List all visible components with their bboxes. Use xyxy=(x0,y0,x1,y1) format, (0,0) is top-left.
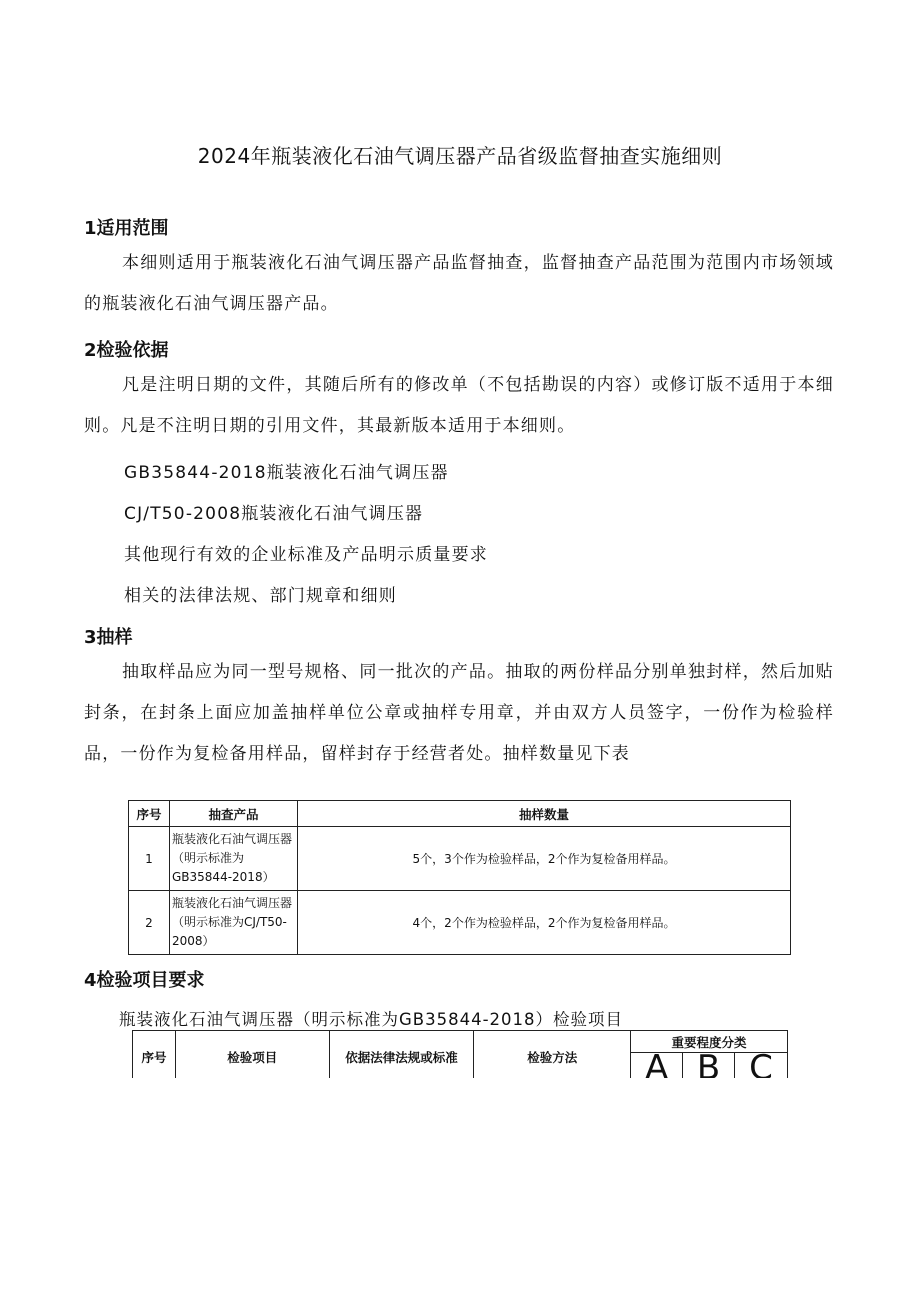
section-1-paragraph: 本细则适用于瓶装液化石油气调压器产品监督抽查，监督抽查产品范围为范围内市场领域的瓶装液化石油气调压器产品。 xyxy=(84,253,834,314)
row-index: 1 xyxy=(129,827,170,891)
header-index: 序号 xyxy=(129,801,170,827)
table-header-row xyxy=(129,801,791,827)
document-title: 2024年瓶装液化石油气调压器产品省级监督抽查实施细则 xyxy=(197,144,723,168)
class-a: A xyxy=(631,1053,683,1079)
reference-line-1: GB35844-2018瓶装液化石油气调压器 xyxy=(124,463,449,483)
header-product: 抽查产品 xyxy=(170,801,298,827)
section-3-paragraph: 抽取样品应为同一型号规格、同一批次的产品。抽取的两份样品分别单独封样，然后加贴封条，在封条上面应加盖抽样单位公章或抽样专用章，并由双方人员签字，一份作为检验样品，一份作为复检备用样品，留样封存于经营者处。抽样数量见下表 xyxy=(84,662,834,764)
reference-line-2: CJ/T50-2008瓶装液化石油气调压器 xyxy=(124,504,424,524)
sampling-table xyxy=(128,800,791,955)
row-quantity: 5个，3个作为检验样品，2个作为复检备用样品。 xyxy=(298,827,791,891)
table-row xyxy=(129,891,791,955)
row-product: 瓶装液化石油气调压器（明示标准为GB35844-2018） xyxy=(170,827,298,891)
row-index: 2 xyxy=(129,891,170,955)
row-product: 瓶装液化石油气调压器（明示标准为CJ/T50-2008） xyxy=(170,891,298,955)
row-quantity: 4个，2个作为检验样品，2个作为复检备用样品。 xyxy=(298,891,791,955)
header-index: 序号 xyxy=(133,1031,176,1079)
header-item: 检验项目 xyxy=(175,1031,329,1079)
class-c: C xyxy=(735,1053,788,1079)
section-2-paragraph: 凡是注明日期的文件，其随后所有的修改单（不包括勘误的内容）或修订版不适用于本细则。凡是不注明日期的引用文件，其最新版本适用于本细则。 xyxy=(84,375,834,436)
header-quantity: 抽样数量 xyxy=(298,801,791,827)
section-3-heading: 3抽样 xyxy=(84,627,133,648)
class-b: B xyxy=(683,1053,735,1079)
header-basis: 依据法律法规或标准 xyxy=(329,1031,474,1079)
section-4-heading: 4检验项目要求 xyxy=(84,970,205,991)
inspection-table-clip xyxy=(132,1030,788,1078)
reference-line-4: 相关的法律法规、部门规章和细则 xyxy=(124,586,397,606)
header-method: 检验方法 xyxy=(474,1031,631,1079)
inspection-table xyxy=(132,1030,788,1078)
table-row xyxy=(129,827,791,891)
section-1-heading: 1适用范围 xyxy=(84,218,169,239)
inspection-caption: 瓶装液化石油气调压器（明示标准为GB35844-2018）检验项目 xyxy=(119,1010,624,1029)
header-importance: 重要程度分类 xyxy=(631,1031,788,1053)
reference-line-3: 其他现行有效的企业标准及产品明示质量要求 xyxy=(124,545,488,565)
section-2-heading: 2检验依据 xyxy=(84,340,169,361)
